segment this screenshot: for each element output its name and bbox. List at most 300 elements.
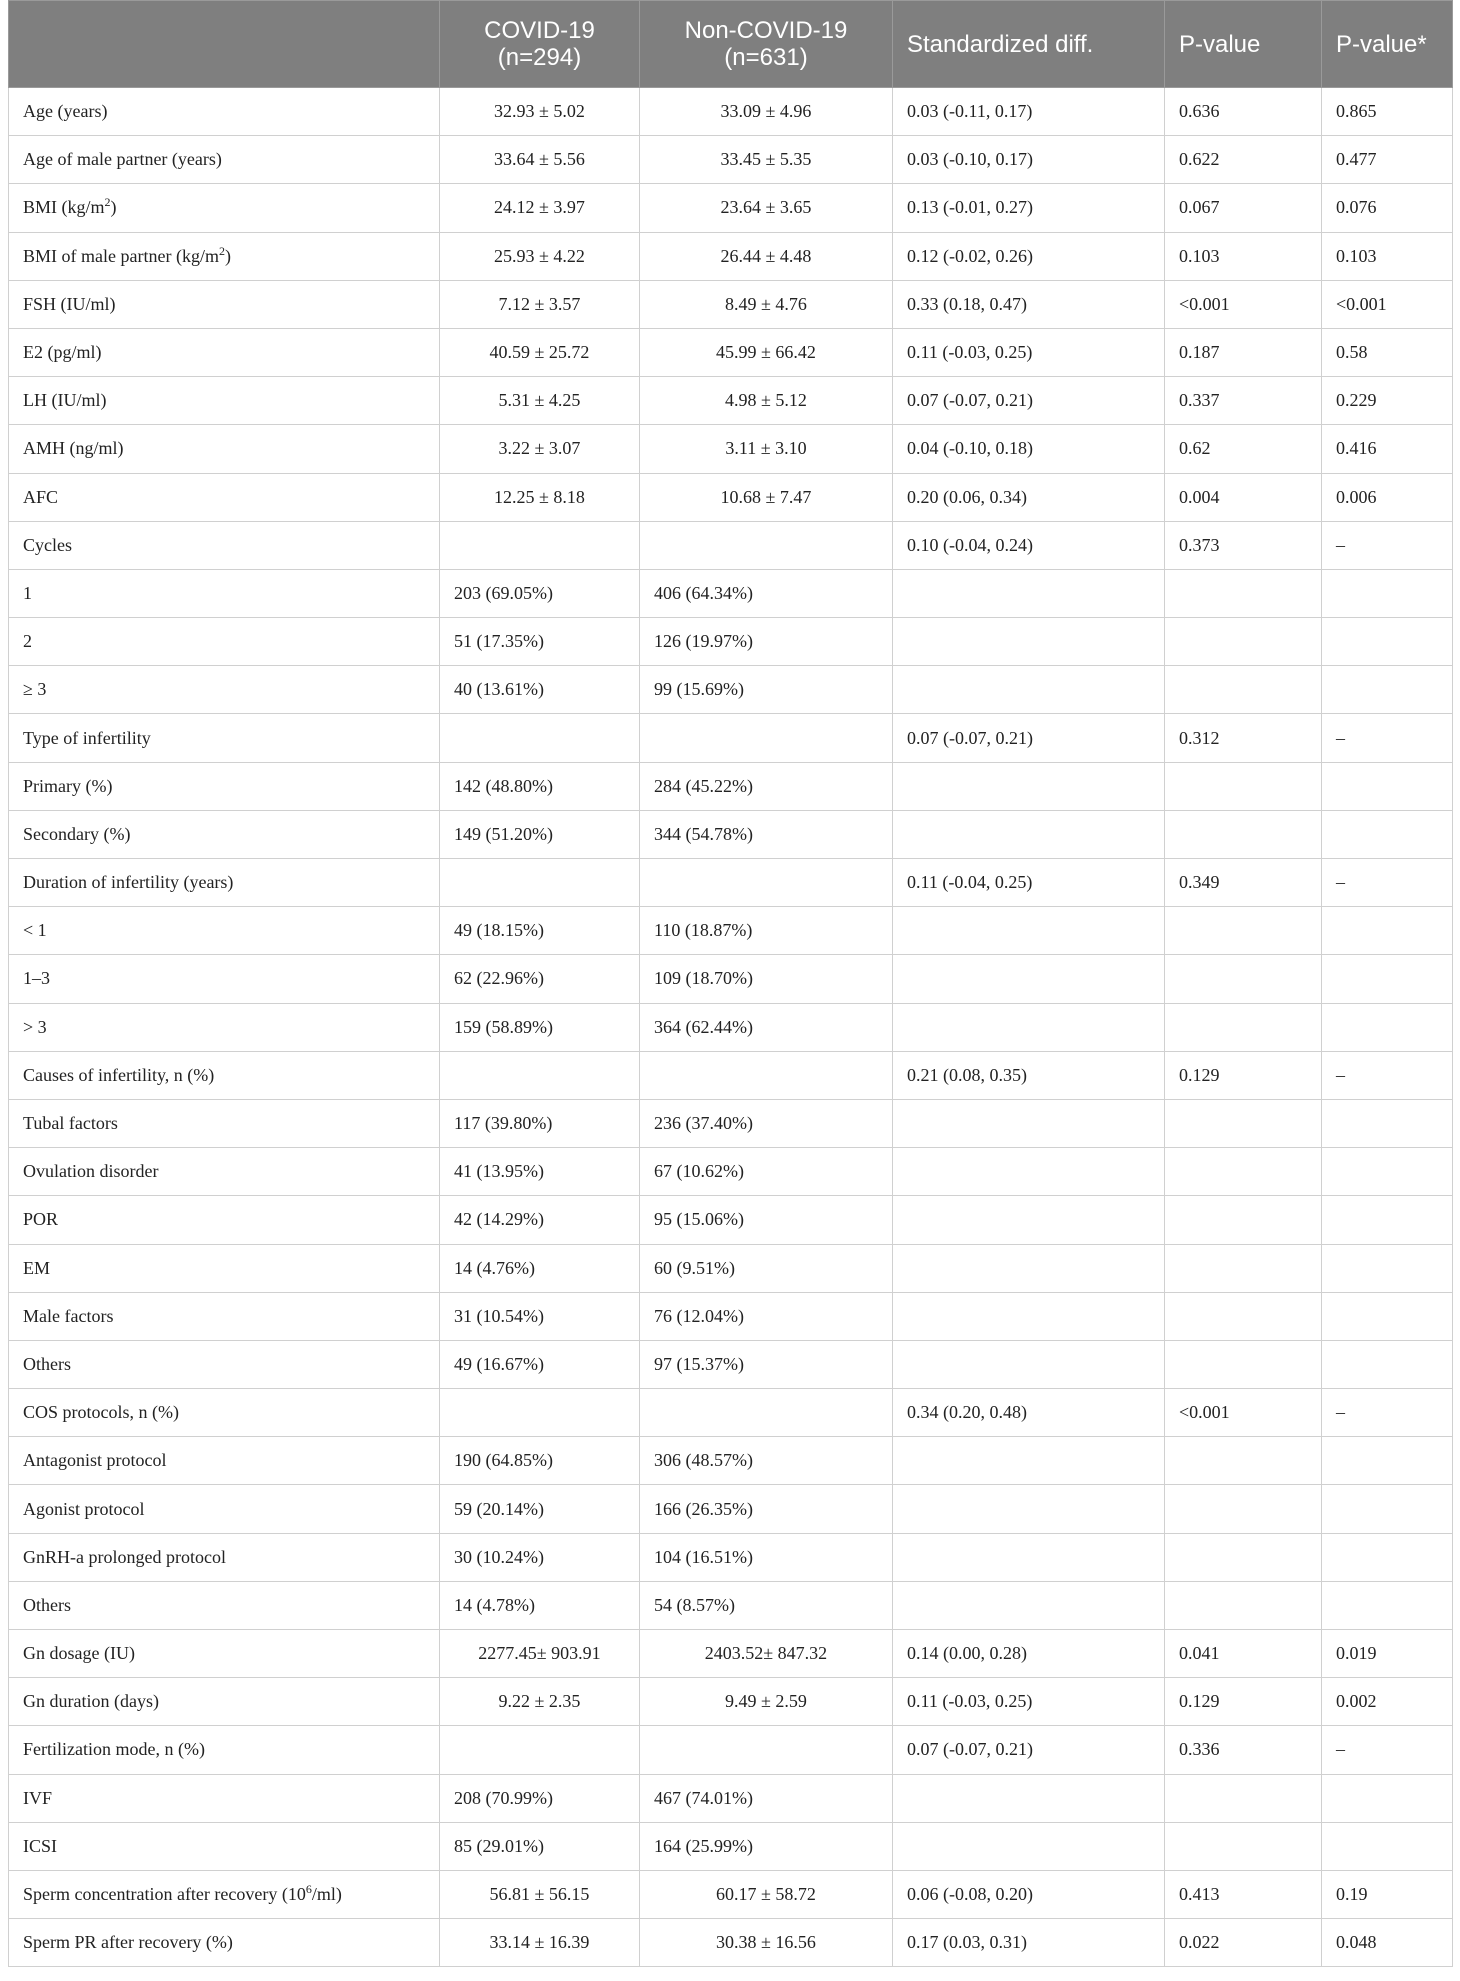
table-row: [9, 1099, 1453, 1147]
covid-value: 31 (10.54%): [440, 1292, 640, 1340]
std-diff-value: [893, 1822, 1165, 1870]
row-label-cell: [9, 859, 440, 907]
row-label-cell: [9, 1630, 440, 1678]
p-value: 0.187: [1165, 328, 1322, 376]
p-value: [1165, 1148, 1322, 1196]
row-label-cell: [9, 377, 440, 425]
std-diff-value: 0.20 (0.06, 0.34): [893, 473, 1165, 521]
row-label-cell: [9, 1726, 440, 1774]
p-value: 0.622: [1165, 136, 1322, 184]
p-value: 0.004: [1165, 473, 1322, 521]
noncovid-value: 406 (64.34%): [640, 569, 893, 617]
p-value: 0.129: [1165, 1678, 1322, 1726]
covid-value: [440, 521, 640, 569]
p-value: [1165, 1822, 1322, 1870]
covid-value: 5.31 ± 4.25: [440, 377, 640, 425]
p-value: 0.041: [1165, 1630, 1322, 1678]
noncovid-value: 60.17 ± 58.72: [640, 1870, 893, 1918]
p-value: 0.129: [1165, 1051, 1322, 1099]
p-value-star: –: [1322, 1051, 1453, 1099]
p-value-star: 0.048: [1322, 1919, 1453, 1967]
covid-value: 33.14 ± 16.39: [440, 1919, 640, 1967]
table-row: [9, 1148, 1453, 1196]
covid-value: 25.93 ± 4.22: [440, 232, 640, 280]
p-value-star: 0.865: [1322, 88, 1453, 136]
row-label: IVF: [23, 1787, 53, 1808]
p-value: [1165, 762, 1322, 810]
row-label-cell: [9, 136, 440, 184]
std-diff-value: 0.07 (-0.07, 0.21): [893, 714, 1165, 762]
table-row: [9, 1292, 1453, 1340]
row-label: AFC: [23, 486, 59, 507]
p-value: [1165, 666, 1322, 714]
row-label: Ovulation disorder: [23, 1161, 159, 1182]
p-value: [1165, 1533, 1322, 1581]
table-row: [9, 569, 1453, 617]
p-value: 0.022: [1165, 1919, 1322, 1967]
noncovid-value: 236 (37.40%): [640, 1099, 893, 1147]
std-diff-value: [893, 1003, 1165, 1051]
p-value: 0.312: [1165, 714, 1322, 762]
std-diff-value: 0.07 (-0.07, 0.21): [893, 377, 1165, 425]
covid-value: 51 (17.35%): [440, 618, 640, 666]
p-value-star: [1322, 618, 1453, 666]
covid-value: 62 (22.96%): [440, 955, 640, 1003]
table-row: [9, 1340, 1453, 1388]
p-value: [1165, 1485, 1322, 1533]
noncovid-value: 54 (8.57%): [640, 1581, 893, 1629]
row-label-cell: [9, 1822, 440, 1870]
row-label-cell: [9, 88, 440, 136]
table-row: [9, 425, 1453, 473]
std-diff-value: [893, 955, 1165, 1003]
noncovid-value: 23.64 ± 3.65: [640, 184, 893, 232]
p-value-star: [1322, 1099, 1453, 1147]
covid-value: 12.25 ± 8.18: [440, 473, 640, 521]
noncovid-value: 164 (25.99%): [640, 1822, 893, 1870]
row-label: AMH (ng/ml): [23, 438, 124, 459]
row-label-cell: [9, 569, 440, 617]
row-label-cell: [9, 1196, 440, 1244]
row-label: Agonist protocol: [23, 1498, 145, 1519]
p-value: [1165, 1196, 1322, 1244]
row-label: 2: [23, 631, 32, 652]
baseline-characteristics-table: [8, 0, 1453, 1967]
table-row: [9, 1003, 1453, 1051]
table-row: [9, 1774, 1453, 1822]
std-diff-value: [893, 618, 1165, 666]
noncovid-value: 104 (16.51%): [640, 1533, 893, 1581]
p-value-star: 0.229: [1322, 377, 1453, 425]
row-label: COS protocols, n (%): [23, 1402, 179, 1423]
table-row: [9, 1244, 1453, 1292]
p-value-star: [1322, 1485, 1453, 1533]
row-label-cell: [9, 1485, 440, 1533]
noncovid-value: 364 (62.44%): [640, 1003, 893, 1051]
noncovid-value: 10.68 ± 7.47: [640, 473, 893, 521]
p-value-star: <0.001: [1322, 280, 1453, 328]
table-row: [9, 184, 1453, 232]
p-value-star: 0.416: [1322, 425, 1453, 473]
row-label: Age of male partner (years): [23, 149, 222, 170]
p-value-star: [1322, 1196, 1453, 1244]
covid-value: 85 (29.01%): [440, 1822, 640, 1870]
noncovid-value: 110 (18.87%): [640, 907, 893, 955]
std-diff-value: 0.11 (-0.04, 0.25): [893, 859, 1165, 907]
header-covid-n: (n=294): [497, 44, 582, 71]
p-value-star: [1322, 666, 1453, 714]
row-label-superscript: 6: [305, 1882, 312, 1897]
covid-value: 24.12 ± 3.97: [440, 184, 640, 232]
table-row: [9, 666, 1453, 714]
row-label: Secondary (%): [23, 823, 131, 844]
table-row: [9, 521, 1453, 569]
row-label-cell: [9, 184, 440, 232]
std-diff-value: [893, 1196, 1165, 1244]
p-value-star: [1322, 569, 1453, 617]
row-label: Antagonist protocol: [23, 1450, 167, 1471]
noncovid-value: 8.49 ± 4.76: [640, 280, 893, 328]
p-value-star: 0.006: [1322, 473, 1453, 521]
covid-value: 40 (13.61%): [440, 666, 640, 714]
row-label-suffix: ): [110, 197, 117, 218]
table-row: [9, 810, 1453, 858]
std-diff-value: 0.07 (-0.07, 0.21): [893, 1726, 1165, 1774]
covid-value: 14 (4.76%): [440, 1244, 640, 1292]
noncovid-value: 344 (54.78%): [640, 810, 893, 858]
covid-value: 40.59 ± 25.72: [440, 328, 640, 376]
std-diff-value: [893, 1581, 1165, 1629]
p-value: [1165, 1003, 1322, 1051]
covid-value: 208 (70.99%): [440, 1774, 640, 1822]
p-value-star: –: [1322, 859, 1453, 907]
noncovid-value: 9.49 ± 2.59: [640, 1678, 893, 1726]
table-row: [9, 1533, 1453, 1581]
row-label: GnRH-a prolonged protocol: [23, 1546, 226, 1567]
p-value-star: [1322, 1292, 1453, 1340]
covid-value: [440, 1726, 640, 1774]
p-value: [1165, 1774, 1322, 1822]
row-label-cell: [9, 521, 440, 569]
row-label: ≥ 3: [23, 679, 47, 700]
covid-value: 159 (58.89%): [440, 1003, 640, 1051]
p-value: 0.349: [1165, 859, 1322, 907]
p-value: [1165, 1244, 1322, 1292]
std-diff-value: 0.03 (-0.10, 0.17): [893, 136, 1165, 184]
p-value-star: 0.58: [1322, 328, 1453, 376]
covid-value: [440, 1051, 640, 1099]
std-diff-value: 0.06 (-0.08, 0.20): [893, 1870, 1165, 1918]
row-label: Others: [23, 1594, 71, 1615]
row-label-cell: [9, 810, 440, 858]
row-label: Tubal factors: [23, 1113, 118, 1134]
noncovid-value: 33.45 ± 5.35: [640, 136, 893, 184]
std-diff-value: 0.17 (0.03, 0.31): [893, 1919, 1165, 1967]
row-label-cell: [9, 666, 440, 714]
std-diff-value: [893, 762, 1165, 810]
p-value-star: 0.019: [1322, 1630, 1453, 1678]
noncovid-value: 67 (10.62%): [640, 1148, 893, 1196]
table-row: [9, 762, 1453, 810]
std-diff-value: [893, 1485, 1165, 1533]
covid-value: 42 (14.29%): [440, 1196, 640, 1244]
table-row: [9, 1726, 1453, 1774]
std-diff-value: [893, 907, 1165, 955]
std-diff-value: 0.14 (0.00, 0.28): [893, 1630, 1165, 1678]
p-value-star: 0.19: [1322, 1870, 1453, 1918]
p-value-star: 0.477: [1322, 136, 1453, 184]
noncovid-value: 166 (26.35%): [640, 1485, 893, 1533]
row-label-cell: [9, 1099, 440, 1147]
table-row: [9, 1051, 1453, 1099]
row-label: 1: [23, 582, 32, 603]
row-label-cell: [9, 1340, 440, 1388]
row-label: Duration of infertility (years): [23, 872, 234, 893]
std-diff-value: 0.33 (0.18, 0.47): [893, 280, 1165, 328]
table-row: [9, 377, 1453, 425]
header-covid: [440, 1, 640, 88]
covid-value: 203 (69.05%): [440, 569, 640, 617]
row-label-cell: [9, 1919, 440, 1967]
row-label: Causes of infertility, n (%): [23, 1064, 215, 1085]
row-label-cell: [9, 425, 440, 473]
noncovid-value: 97 (15.37%): [640, 1340, 893, 1388]
table-row: [9, 328, 1453, 376]
header-covid-title: COVID-19: [484, 17, 595, 44]
covid-value: [440, 714, 640, 762]
covid-value: 9.22 ± 2.35: [440, 1678, 640, 1726]
covid-value: [440, 1389, 640, 1437]
header-noncovid-n: (n=631): [724, 44, 808, 71]
row-label-cell: [9, 1051, 440, 1099]
p-value-star: [1322, 1533, 1453, 1581]
p-value: [1165, 955, 1322, 1003]
table-row: [9, 473, 1453, 521]
noncovid-value: [640, 1389, 893, 1437]
p-value: [1165, 1340, 1322, 1388]
p-value: [1165, 907, 1322, 955]
table-row: [9, 1870, 1453, 1918]
row-label: Gn duration (days): [23, 1691, 159, 1712]
std-diff-value: [893, 1292, 1165, 1340]
covid-value: 14 (4.78%): [440, 1581, 640, 1629]
table-row: [9, 1196, 1453, 1244]
row-label-cell: [9, 1533, 440, 1581]
p-value-star: [1322, 955, 1453, 1003]
noncovid-value: 99 (15.69%): [640, 666, 893, 714]
covid-value: 3.22 ± 3.07: [440, 425, 640, 473]
p-value-star: [1322, 1822, 1453, 1870]
header-p-value-star: P-value*: [1322, 1, 1453, 88]
table-row: [9, 1630, 1453, 1678]
p-value-star: [1322, 1437, 1453, 1485]
row-label: Male factors: [23, 1305, 114, 1326]
row-label-cell: [9, 1244, 440, 1292]
row-label-cell: [9, 1437, 440, 1485]
covid-value: 190 (64.85%): [440, 1437, 640, 1485]
covid-value: 142 (48.80%): [440, 762, 640, 810]
noncovid-value: 76 (12.04%): [640, 1292, 893, 1340]
p-value: [1165, 1099, 1322, 1147]
noncovid-value: 126 (19.97%): [640, 618, 893, 666]
std-diff-value: 0.21 (0.08, 0.35): [893, 1051, 1165, 1099]
noncovid-value: 4.98 ± 5.12: [640, 377, 893, 425]
std-diff-value: 0.04 (-0.10, 0.18): [893, 425, 1165, 473]
p-value: 0.337: [1165, 377, 1322, 425]
row-label: FSH (IU/ml): [23, 293, 116, 314]
row-label: Sperm PR after recovery (%): [23, 1932, 233, 1953]
noncovid-value: 45.99 ± 66.42: [640, 328, 893, 376]
row-label-superscript: 2: [218, 243, 225, 258]
table-row: [9, 859, 1453, 907]
p-value: 0.62: [1165, 425, 1322, 473]
row-label: E2 (pg/ml): [23, 342, 102, 363]
p-value: [1165, 1437, 1322, 1485]
row-label: 1–3: [23, 968, 50, 989]
covid-value: 7.12 ± 3.57: [440, 280, 640, 328]
std-diff-value: [893, 1244, 1165, 1292]
covid-value: 2277.45± 903.91: [440, 1630, 640, 1678]
header-noncovid-title: Non-COVID-19: [684, 17, 848, 44]
p-value-star: [1322, 1244, 1453, 1292]
row-label-cell: [9, 955, 440, 1003]
covid-value: 49 (16.67%): [440, 1340, 640, 1388]
table-body: [9, 88, 1453, 1967]
p-value-star: 0.103: [1322, 232, 1453, 280]
noncovid-value: 109 (18.70%): [640, 955, 893, 1003]
row-label: BMI of male partner (kg/m: [23, 245, 219, 266]
table-row: [9, 618, 1453, 666]
noncovid-value: 30.38 ± 16.56: [640, 1919, 893, 1967]
p-value-star: 0.002: [1322, 1678, 1453, 1726]
std-diff-value: [893, 1774, 1165, 1822]
std-diff-value: [893, 1340, 1165, 1388]
covid-value: 33.64 ± 5.56: [440, 136, 640, 184]
covid-value: 117 (39.80%): [440, 1099, 640, 1147]
p-value-star: –: [1322, 1389, 1453, 1437]
row-label-cell: [9, 1870, 440, 1918]
table-row: [9, 907, 1453, 955]
covid-value: [440, 859, 640, 907]
covid-value: 59 (20.14%): [440, 1485, 640, 1533]
p-value-star: [1322, 1774, 1453, 1822]
covid-value: 149 (51.20%): [440, 810, 640, 858]
table-row: [9, 1919, 1453, 1967]
noncovid-value: [640, 521, 893, 569]
header-noncovid: [640, 1, 893, 88]
row-label-cell: [9, 618, 440, 666]
row-label: Age (years): [23, 101, 108, 122]
p-value-star: –: [1322, 1726, 1453, 1774]
p-value: <0.001: [1165, 1389, 1322, 1437]
p-value-star: [1322, 762, 1453, 810]
p-value: [1165, 618, 1322, 666]
row-label-cell: [9, 762, 440, 810]
row-label-cell: [9, 1678, 440, 1726]
noncovid-value: [640, 1051, 893, 1099]
p-value: <0.001: [1165, 280, 1322, 328]
std-diff-value: 0.03 (-0.11, 0.17): [893, 88, 1165, 136]
std-diff-value: 0.13 (-0.01, 0.27): [893, 184, 1165, 232]
row-label-cell: [9, 1581, 440, 1629]
row-label-cell: [9, 328, 440, 376]
row-label: Cycles: [23, 534, 72, 555]
table-row: [9, 714, 1453, 762]
row-label: Others: [23, 1353, 71, 1374]
table-row: [9, 1678, 1453, 1726]
std-diff-value: [893, 810, 1165, 858]
table-row: [9, 280, 1453, 328]
p-value: [1165, 1581, 1322, 1629]
p-value: 0.067: [1165, 184, 1322, 232]
row-label-suffix: ): [224, 245, 231, 266]
row-label-cell: [9, 473, 440, 521]
header-row: [9, 1, 1453, 88]
row-label-cell: [9, 907, 440, 955]
table-row: [9, 1822, 1453, 1870]
table-row: [9, 88, 1453, 136]
std-diff-value: 0.34 (0.20, 0.48): [893, 1389, 1165, 1437]
row-label-cell: [9, 1292, 440, 1340]
covid-value: 49 (18.15%): [440, 907, 640, 955]
table-header: [9, 1, 1453, 88]
std-diff-value: [893, 1533, 1165, 1581]
row-label-cell: [9, 1774, 440, 1822]
p-value: 0.373: [1165, 521, 1322, 569]
noncovid-value: 284 (45.22%): [640, 762, 893, 810]
covid-value: 41 (13.95%): [440, 1148, 640, 1196]
row-label: EM: [23, 1257, 50, 1278]
noncovid-value: 60 (9.51%): [640, 1244, 893, 1292]
header-std-diff: Standardized diff.: [893, 1, 1165, 88]
row-label-cell: [9, 1148, 440, 1196]
header-p-value: P-value: [1165, 1, 1322, 88]
noncovid-value: 2403.52± 847.32: [640, 1630, 893, 1678]
p-value-star: [1322, 907, 1453, 955]
noncovid-value: 467 (74.01%): [640, 1774, 893, 1822]
p-value-star: [1322, 1148, 1453, 1196]
std-diff-value: [893, 569, 1165, 617]
row-label-cell: [9, 280, 440, 328]
p-value: [1165, 810, 1322, 858]
p-value: [1165, 569, 1322, 617]
p-value-star: [1322, 1340, 1453, 1388]
noncovid-value: 3.11 ± 3.10: [640, 425, 893, 473]
noncovid-value: [640, 1726, 893, 1774]
noncovid-value: [640, 714, 893, 762]
std-diff-value: [893, 1099, 1165, 1147]
p-value-star: [1322, 1581, 1453, 1629]
row-label: LH (IU/ml): [23, 390, 107, 411]
header-row-label: [9, 1, 440, 88]
row-label-cell: [9, 714, 440, 762]
row-label-cell: [9, 1389, 440, 1437]
table-row: [9, 1389, 1453, 1437]
row-label: Primary (%): [23, 775, 113, 796]
table-row: [9, 955, 1453, 1003]
row-label: < 1: [23, 920, 47, 941]
p-value: 0.103: [1165, 232, 1322, 280]
row-label-cell: [9, 232, 440, 280]
p-value-star: –: [1322, 521, 1453, 569]
std-diff-value: 0.11 (-0.03, 0.25): [893, 328, 1165, 376]
row-label: Fertilization mode, n (%): [23, 1739, 205, 1760]
noncovid-value: [640, 859, 893, 907]
table-row: [9, 1485, 1453, 1533]
row-label: > 3: [23, 1016, 47, 1037]
row-label-cell: [9, 1003, 440, 1051]
noncovid-value: 95 (15.06%): [640, 1196, 893, 1244]
